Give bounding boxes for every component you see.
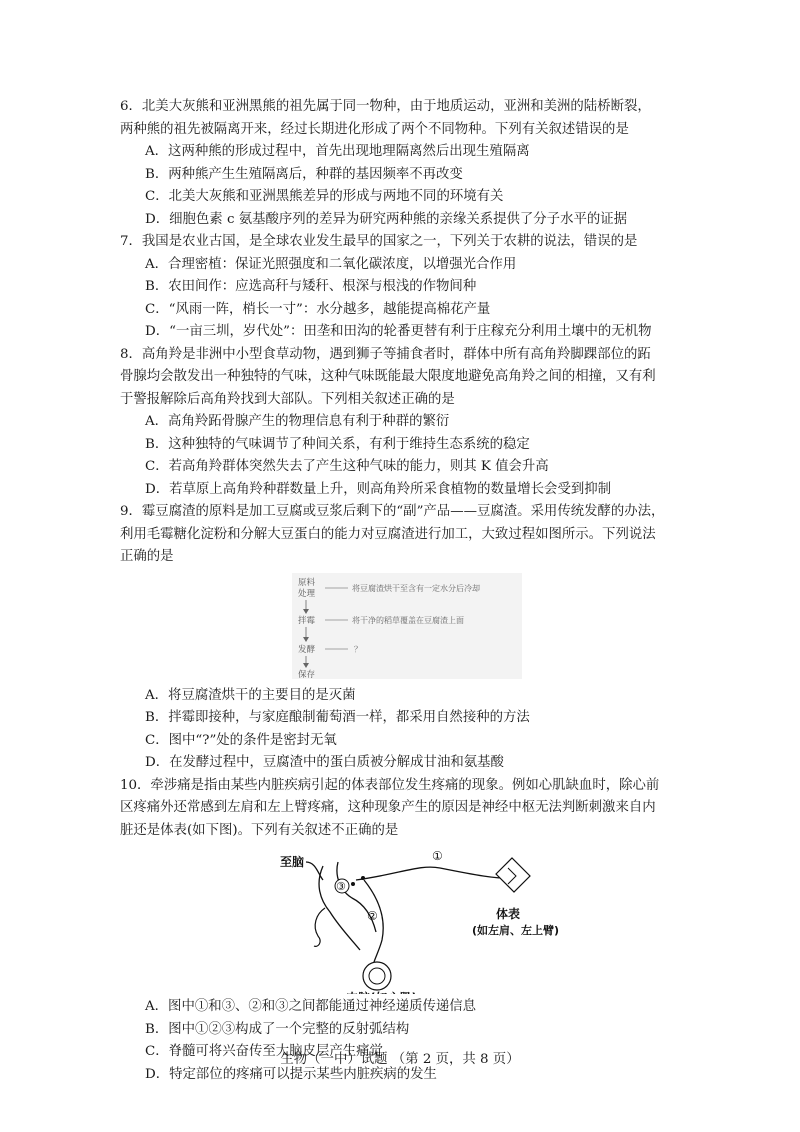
label-organ (346, 990, 417, 994)
referred-pain-figure (120, 844, 690, 994)
option-a: A．这两种熊的形成过程中，首先出现地理隔离然后出现生殖隔离 (145, 144, 530, 159)
option-b: B．这种独特的气味调节了种间关系，有利于维持生态系统的稳定 (145, 436, 530, 452)
option-a: A．高角羚跖骨腺产生的物理信息有利于种群的繁衍 (145, 414, 450, 429)
option-a: A．合理密植：保证光照强度和二氧化碳浓度，以增强光合作用 (145, 256, 517, 272)
question-stem-line: 正确的是 (120, 549, 174, 564)
page-footer: 生物（一中）试题 （第 2 页，共 8 页） (280, 1052, 520, 1067)
question-9 (120, 501, 690, 775)
option-b: B．农田间作：应选高秆与矮秆、根深与根浅的作物间种 (145, 279, 477, 294)
question-stem-line: 6．北美大灰熊和亚洲黑熊的祖先属于同一物种，由于地质运动，亚洲和美洲的陆桥断裂， (120, 99, 651, 114)
step-processing: 处理 (298, 588, 316, 599)
question-stem-line: 8．高角羚是非洲中小型食草动物，遇到狮子等捕食者时，群体中所有高角羚脚踝部位的跖 (120, 346, 651, 362)
option-c: C．“风雨一阵，梢长一寸”：水分越多，越能提高棉花产量 (145, 301, 491, 317)
question-stem-line: 9．霉豆腐渣的原料是加工豆腐或豆浆后剩下的“副”产品——豆腐渣。采用传统发酵的办法， (120, 504, 665, 519)
option-a: A．图中①和③、②和③之间都能通过神经递质传递信息 (145, 999, 477, 1014)
option-c: C．脊髓可将兴奋传至大脑皮层产生痛觉 (145, 1044, 383, 1059)
step-fermentation: 发酵 (298, 644, 316, 655)
question-stem-line: 7．我国是农业古国，是全球农业发生最早的国家之一，下列关于农耕的说法，错误的是 (120, 234, 638, 249)
option-d: D．“一亩三圳，岁代处”：田垄和田沟的轮番更替有利于庄稼充分利用土壤中的无机物 (145, 324, 652, 339)
note-inoculation: 将干净的稻草覆盖在豆腐渣上面 (352, 615, 464, 625)
label-body-surface: 体表 (496, 907, 521, 921)
option-d: D．特定部位的疼痛可以提示某些内脏疾病的发生 (145, 1066, 437, 1082)
question-stem-line: 脏还是体表(如下图)。下列有关叙述不正确的是 (120, 822, 399, 838)
question-stem-line: 两种熊的祖先被隔离开来，经过长期进化形成了两个不同物种。下列有关叙述错误的是 (120, 121, 629, 137)
option-c: C．图中“?”处的条件是密封无氧 (145, 732, 337, 748)
question-stem-line: 利用毛霉糖化淀粉和分解大豆蛋白的能力对豆腐渣进行加工，大致过程如图所示。下列说法 (120, 526, 656, 542)
note-processing: 将豆腐渣烘干至含有一定水分后冷却 (352, 583, 480, 593)
question-10 (120, 775, 690, 1087)
question-7 (120, 231, 690, 344)
option-d: D．在发酵过程中，豆腐渣中的蛋白质被分解成甘油和氨基酸 (145, 755, 504, 770)
label-to-brain: 至脑 (280, 855, 305, 869)
label-neuron-3: ③ (336, 880, 346, 893)
step-raw-material: 原料 (298, 577, 316, 588)
step-storage: 保存 (298, 669, 316, 679)
option-c: C．若高角羚群体突然失去了产生这种气味的能力，则其 K 值会升高 (145, 459, 549, 474)
page-content (120, 96, 690, 1086)
question-stem-line: 骨腺均会散发出一种独特的气味，这种气味既能最大限度地避免高角羚之间的相撞，又有利 (120, 369, 656, 384)
label-neuron-1: ① (432, 849, 443, 863)
option-b: B．图中①②③构成了一个完整的反射弧结构 (145, 1021, 410, 1037)
question-stem-line: 10．牵涉痛是指由某些内脏疾病引起的体表部位发生疼痛的现象。例如心肌缺血时，除心前 (120, 777, 660, 793)
option-d: D．细胞色素 c 氨基酸序列的差异为研究两种熊的亲缘关系提供了分子水平的证据 (145, 211, 628, 227)
fermentation-flow-diagram (120, 573, 690, 679)
option-d: D．若草原上高角羚种群数量上升，则高角羚所采食植物的数量增长会受到抑制 (145, 481, 612, 497)
option-a: A．将豆腐渣烘干的主要目的是灭菌 (145, 687, 356, 703)
fermentation-process-figure (120, 573, 690, 679)
label-body-examples: (如左肩、左上臂) (472, 924, 560, 937)
step-inoculation: 拌霉 (298, 615, 316, 626)
heart-inner (369, 968, 385, 984)
label-neuron-2: ② (367, 909, 378, 923)
question-stem-line: 区疼痛外还常感到左肩和左上臂疼痛，这种现象产生的原因是神经中枢无法判断刺激来自内 (120, 800, 656, 815)
nerve-1 (356, 867, 516, 880)
body-surface-receptor (496, 858, 530, 892)
question-stem-line: 于警报解除后高角羚找到大部队。下列相关叙述正确的是 (120, 391, 455, 407)
option-b: B．两种熊产生生殖隔离后，种群的基因频率不再改变 (145, 166, 463, 182)
synapse-dot (351, 882, 355, 886)
referred-pain-diagram (120, 844, 690, 994)
option-b: B．拌霉即接种，与家庭酿制葡萄酒一样，都采用自然接种的方法 (145, 710, 530, 725)
note-unknown: ？ (354, 644, 362, 654)
question-8 (120, 344, 690, 502)
question-6 (120, 96, 690, 231)
option-c: C．北美大灰熊和亚洲黑熊差异的形成与两地不同的环境有关 (145, 189, 504, 204)
spinal-cord-left (319, 866, 360, 950)
spinal-curve (314, 908, 325, 946)
